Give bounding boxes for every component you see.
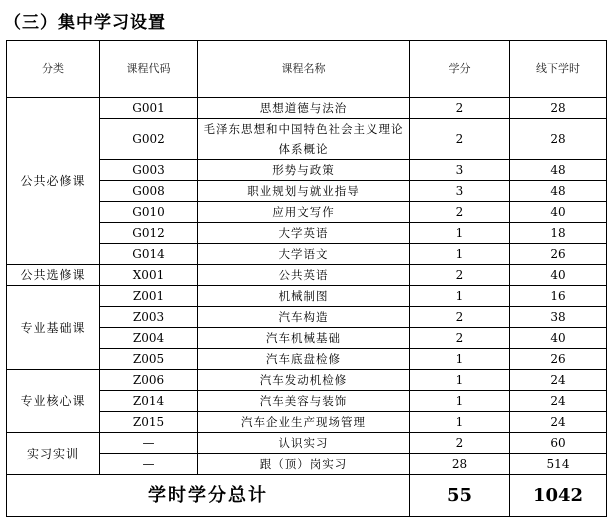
course-name: 公共英语: [198, 265, 410, 286]
course-hours: 24: [510, 391, 607, 412]
course-credits: 3: [410, 181, 510, 202]
course-code: Z005: [100, 349, 198, 370]
course-credits: 2: [410, 433, 510, 454]
category-cell: 公共必修课: [7, 98, 100, 265]
header-row: [7, 41, 607, 98]
header-course-code: 课程代码: [100, 41, 198, 98]
course-name: 认识实习: [198, 433, 410, 454]
course-hours: 18: [510, 223, 607, 244]
course-hours: 28: [510, 98, 607, 119]
course-hours: 48: [510, 181, 607, 202]
section-heading: （三）集中学习设置: [4, 13, 166, 33]
course-code: G008: [100, 181, 198, 202]
course-credits: 2: [410, 265, 510, 286]
course-code: G001: [100, 98, 198, 119]
course-name: 形势与政策: [198, 160, 410, 181]
course-credits: 1: [410, 244, 510, 265]
course-code: G002: [100, 119, 198, 160]
course-credits: 1: [410, 349, 510, 370]
course-name: 汽车底盘检修: [198, 349, 410, 370]
course-credits: 1: [410, 412, 510, 433]
course-code: G010: [100, 202, 198, 223]
course-name: 大学语文: [198, 244, 410, 265]
category-cell: 公共选修课: [7, 265, 100, 286]
course-code: —: [100, 433, 198, 454]
course-name: 大学英语: [198, 223, 410, 244]
course-code: G003: [100, 160, 198, 181]
course-credits: 2: [410, 98, 510, 119]
table-row: [7, 286, 607, 307]
course-code: Z001: [100, 286, 198, 307]
course-credits: 1: [410, 223, 510, 244]
header-course-name: 课程名称: [198, 41, 410, 98]
course-credits: 2: [410, 307, 510, 328]
course-hours: 514: [510, 454, 607, 475]
course-credits: 1: [410, 286, 510, 307]
total-credits: 55: [410, 475, 510, 517]
course-hours: 40: [510, 202, 607, 223]
course-hours: 26: [510, 244, 607, 265]
course-credits: 2: [410, 119, 510, 160]
course-hours: 26: [510, 349, 607, 370]
course-hours: 24: [510, 370, 607, 391]
course-name: 汽车发动机检修: [198, 370, 410, 391]
table-row: [7, 433, 607, 454]
course-code: G014: [100, 244, 198, 265]
course-code: X001: [100, 265, 198, 286]
course-name: 汽车机械基础: [198, 328, 410, 349]
course-hours: 60: [510, 433, 607, 454]
course-hours: 24: [510, 412, 607, 433]
course-name: 应用文写作: [198, 202, 410, 223]
header-credits: 学分: [410, 41, 510, 98]
course-table: [6, 40, 607, 517]
header-offline-hours: 线下学时: [510, 41, 607, 98]
course-code: Z006: [100, 370, 198, 391]
course-credits: 28: [410, 454, 510, 475]
course-credits: 2: [410, 328, 510, 349]
course-code: Z014: [100, 391, 198, 412]
total-row: [7, 475, 607, 517]
course-name: 跟（顶）岗实习: [198, 454, 410, 475]
course-code: Z015: [100, 412, 198, 433]
course-credits: 2: [410, 202, 510, 223]
course-code: G012: [100, 223, 198, 244]
course-hours: 28: [510, 119, 607, 160]
category-cell: 实习实训: [7, 433, 100, 475]
course-code: —: [100, 454, 198, 475]
course-hours: 48: [510, 160, 607, 181]
course-hours: 40: [510, 328, 607, 349]
course-credits: 3: [410, 160, 510, 181]
course-hours: 38: [510, 307, 607, 328]
course-name: 汽车企业生产现场管理: [198, 412, 410, 433]
course-name: 汽车美容与装饰: [198, 391, 410, 412]
course-credits: 1: [410, 370, 510, 391]
course-name: 机械制图: [198, 286, 410, 307]
category-cell: 专业基础课: [7, 286, 100, 370]
course-code: Z004: [100, 328, 198, 349]
header-category: 分类: [7, 41, 100, 98]
table-row: [7, 370, 607, 391]
table-row: [7, 265, 607, 286]
table-row: [7, 98, 607, 119]
category-cell: 专业核心课: [7, 370, 100, 433]
course-code: Z003: [100, 307, 198, 328]
course-name: 毛泽东思想和中国特色社会主义理论体系概论: [198, 119, 410, 160]
course-hours: 40: [510, 265, 607, 286]
course-name: 汽车构造: [198, 307, 410, 328]
course-credits: 1: [410, 391, 510, 412]
course-name: 职业规划与就业指导: [198, 181, 410, 202]
course-hours: 16: [510, 286, 607, 307]
total-hours: 1042: [510, 475, 607, 517]
course-name: 思想道德与法治: [198, 98, 410, 119]
total-label: 学时学分总计: [7, 475, 410, 517]
